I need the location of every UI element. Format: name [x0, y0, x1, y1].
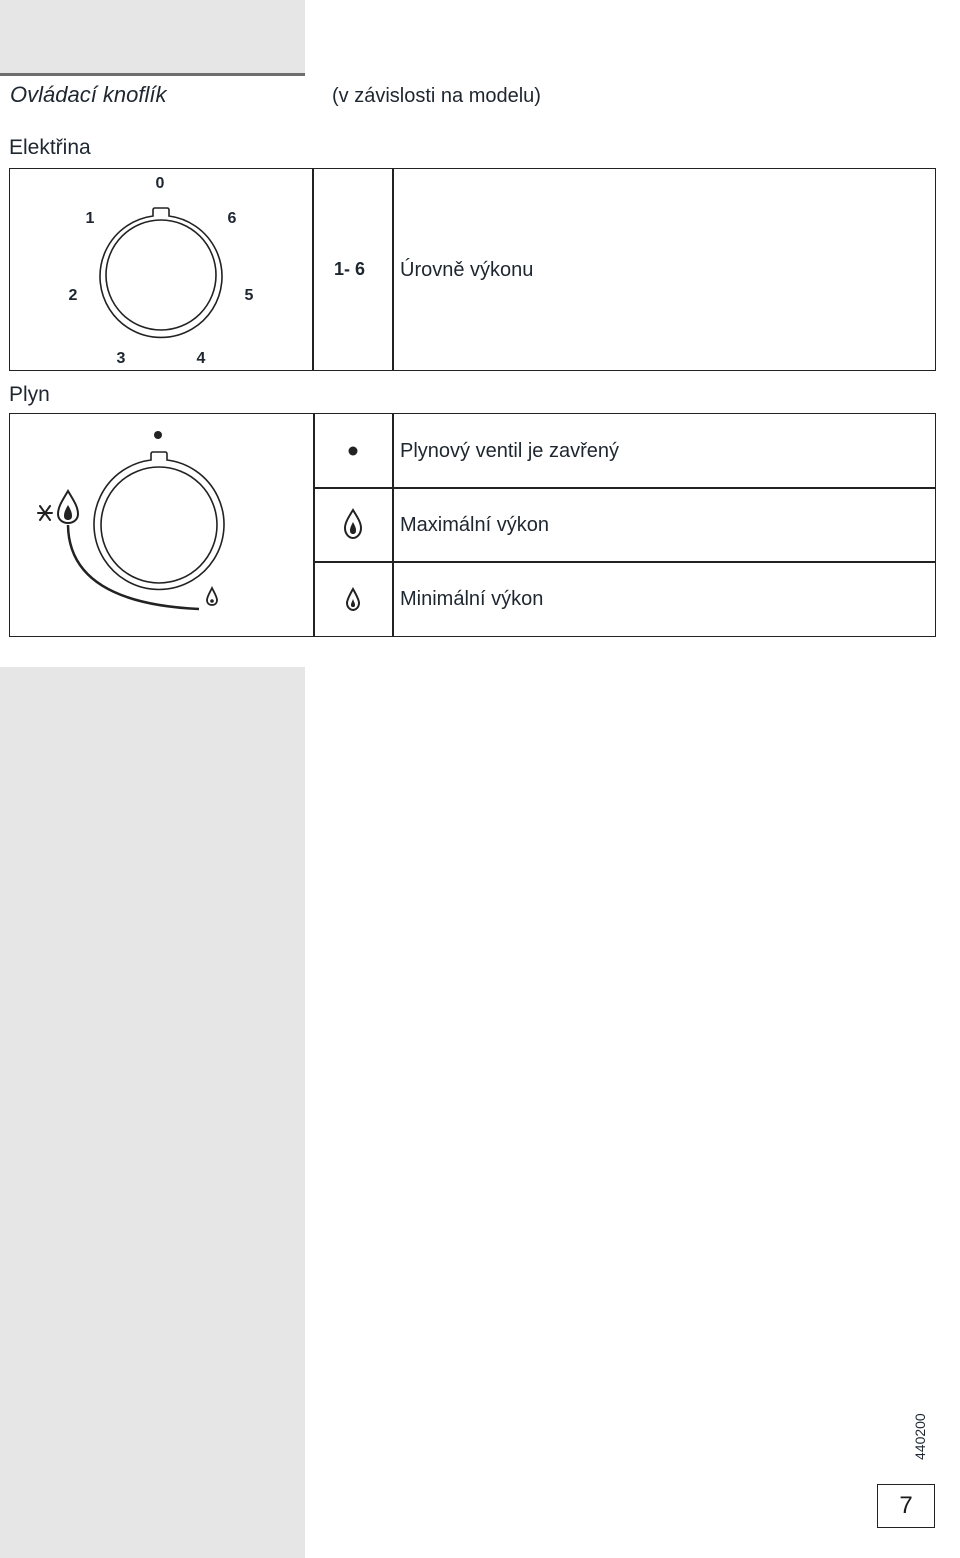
small-flame-icon	[207, 588, 217, 605]
electric-table-divider-1	[312, 168, 314, 371]
gas-dial-diagram	[9, 413, 313, 637]
power-level-description: Úrovně výkonu	[400, 259, 534, 281]
dial-mark-3: 3	[116, 350, 126, 367]
sidebar-band-top	[0, 0, 305, 75]
large-flame-icon	[342, 507, 366, 543]
dial-mark-6: 6	[227, 210, 237, 227]
dial-mark-1: 1	[85, 210, 95, 227]
power-level-code: 1- 6	[334, 259, 366, 279]
rotation-arc	[68, 525, 199, 609]
dial-mark-4: 4	[196, 350, 206, 367]
gas-label: Plyn	[9, 383, 50, 406]
page-number: 7	[899, 1492, 913, 1519]
dial-mark-2: 2	[68, 287, 78, 304]
dial-mark-0: 0	[155, 175, 165, 192]
gas-closed-description: Plynový ventil je zavřený	[400, 440, 619, 462]
gas-row-divider-2	[313, 561, 936, 563]
gas-knob-icon	[94, 452, 224, 590]
gas-min-description: Minimální výkon	[400, 588, 544, 610]
document-code: 440200	[912, 1413, 928, 1460]
dot-icon	[342, 440, 366, 464]
ignition-spark-icon	[38, 506, 52, 520]
gas-max-description: Maximální výkon	[400, 514, 549, 536]
small-flame-icon	[342, 586, 366, 614]
electric-table-divider-2	[392, 168, 394, 371]
electric-dial-diagram	[9, 168, 312, 371]
gas-row-divider-1	[313, 487, 936, 489]
closed-position-dot-icon	[154, 431, 162, 439]
section-subtitle: (v závislosti na modelu)	[332, 85, 541, 107]
section-rule	[0, 73, 305, 76]
sidebar-band-bottom	[0, 667, 305, 1558]
gas-table-divider-1	[313, 413, 315, 637]
section-title: Ovládací knoflík	[10, 82, 167, 107]
gas-table-divider-2	[392, 413, 394, 637]
electric-knob-icon	[100, 208, 222, 337]
large-flame-icon	[58, 491, 78, 523]
dial-mark-5: 5	[244, 287, 254, 304]
electric-label: Elektřina	[9, 136, 91, 159]
page-number-box	[877, 1484, 935, 1528]
